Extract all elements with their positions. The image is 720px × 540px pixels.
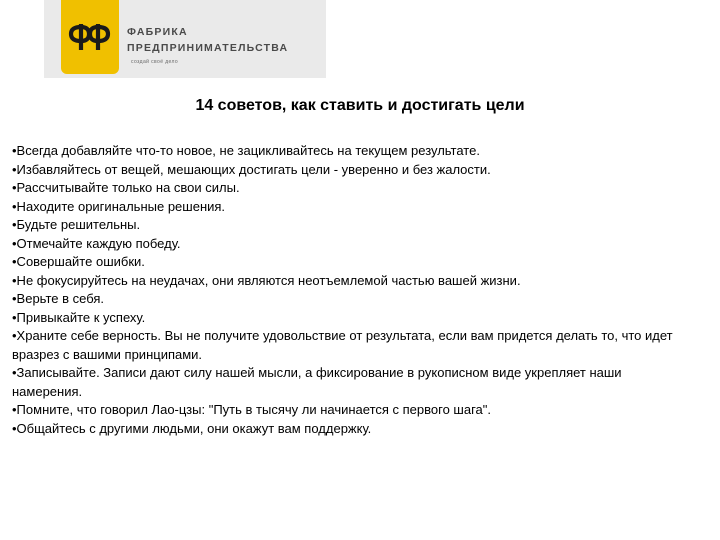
tip-item: •Избавляйтесь от вещей, мешающих достигать цели - уверенно и без жалости. [12,161,491,177]
tip-item: •Общайтесь с другими людьми, они окажут вам поддержку. [12,420,372,436]
tip-item: •Привыкайте к успеху. [12,309,146,325]
ff-monogram-logo-icon [61,0,119,74]
tip-item: •Всегда добавляйте что-то новое, не зацикливайтесь на текущем результате. [12,143,480,158]
tip-item: •Будьте решительны. [12,217,141,232]
brand-name-line1: ФАБРИКА [127,26,188,38]
page-title: 14 советов, как ставить и достигать цели [195,97,525,114]
tip-item: •Отмечайте каждую победу. [12,235,181,251]
tip-item: •Не фокусируйтесь на неудачах, они являются неотъемлемой частью вашей жизни. [12,272,521,288]
tips-list [12,142,692,438]
brand-tagline: создай своё дело [131,59,179,65]
tip-item: •Помните, что говорил Лао-цзы: "Путь в тысячу ли начинается с первого шага". [12,402,491,417]
tip-item: •Записывайте. Записи дают силу нашей мысли, а фиксирование в рукописном виде укрепляет наши намерения. [12,365,622,399]
tip-item: •Верьте в себя. [12,291,105,306]
tip-item: •Храните себе верность. Вы не получите удовольствие от результата, если вам придется делать то, что идет вразрез с вашими принципами. [12,328,673,362]
tip-item: •Совершайте ошибки. [12,254,145,269]
tip-item: •Находите оригинальные решения. [12,198,226,214]
logo-banner [44,0,326,78]
brand-name-line2: ПРЕДПРИНИМАТЕЛЬСТВА [127,42,289,54]
tip-item: •Рассчитывайте только на свои силы. [12,180,240,195]
